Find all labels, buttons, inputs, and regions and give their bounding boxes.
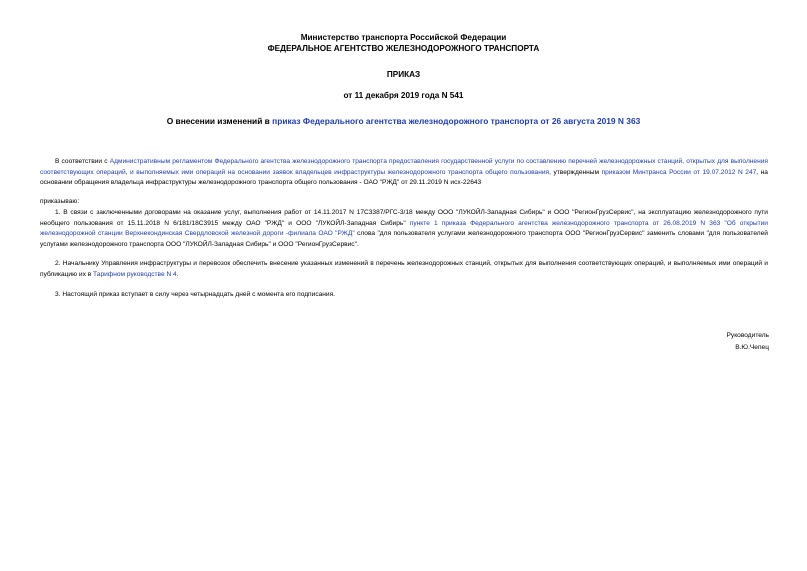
agency-heading: ФЕДЕРАЛЬНОЕ АГЕНТСТВО ЖЕЛЕЗНОДОРОЖНОГО ТРАНСПОРТА	[267, 44, 540, 53]
ministry-heading: Министерство транспорта Российской Федерации	[300, 33, 507, 42]
item-2-text-2: .	[176, 270, 179, 278]
signature-role: Руководитель	[726, 332, 769, 339]
item-2-paragraph	[40, 259, 768, 280]
tariff-guide-link[interactable]: Тарифном руководстве N 4	[93, 270, 177, 278]
document-title	[0, 116, 807, 126]
mintrans-order-link[interactable]: приказом Минтранса России от 19.07.2012 N 247	[601, 168, 757, 176]
date-number-heading: от 11 декабря 2019 года N 541	[343, 91, 464, 100]
item-1-text-1: 1. В связи с заключенными договорами на оказание услуг, выполнения работ от 14.11.2017 N 17С3387/РГС-3/18 между ООО "ЛУКОЙЛ-Западная Сибирь" и ООО "РегионГрузСервис", на эксплуатацию железнодорожного пути необщего пользования от 15.11.2018 N 6/181/18С3915 между ОАО "РЖД" и ООО "ЛУКОЙЛ-Западная Сибирь"	[40, 209, 768, 227]
signature-block	[727, 330, 769, 354]
doc-type-heading: ПРИКАЗ	[386, 70, 421, 79]
title-prefix: О внесении изменений в	[166, 116, 273, 126]
item-1-text-2: слова "для пользователя услугами железнодорожного транспорта ООО "РегионГрузСервис" заменить словами "для пользователей услугами железнодорожного транспорта ООО "ЛУКОЙЛ-Западная Сибирь" и ООО "РегионГрузСервис".	[40, 230, 768, 248]
order-363-clause-link[interactable]: пункте 1 приказа Федерального агентства железнодорожного транспорта от 26.08.2019 N 363 "Об открытии железнодорожной станции Верхнекондинская Свердловской железной дороги -филиала ОАО "РЖД"	[40, 219, 768, 238]
title-link[interactable]: приказ Федерального агентства железнодорожного транспорта от 26 августа 2019 N 363	[272, 116, 641, 126]
order-word: приказываю:	[40, 198, 80, 205]
preamble-text-2: , утвержденным	[549, 168, 602, 176]
preamble-paragraph	[40, 157, 768, 189]
item-3-paragraph: 3. Настоящий приказ вступает в силу через четырнадцать дней с момента его подписания.	[55, 291, 336, 298]
signature-name: В.Ю.Чепец	[735, 344, 769, 351]
preamble-text-1: В соответствии с	[55, 158, 110, 165]
preamble-text-3: , на основании обращения владельца инфраструктуры железнодорожного транспорта общего пользования - ОАО "РЖД" от 29.11.2019 N исх-22643	[40, 168, 768, 187]
item-2-text-1: 2. Начальнику Управления инфраструктуры и перевозок обеспечить внесение указанных изменений в перечень железнодорожных станций, открытых для выполнения соответствующих операций, и выполняемых ими операций и публикацию их в	[40, 260, 768, 278]
regulation-link[interactable]: Административным регламентом Федерального агентства железнодорожного транспорта предоставления государственной услуги по составлению перечней железнодорожных станций, открытых для выполнения соответствующих операций, и выполняемых ими операций на основании заявок владельцев инфраструктуры железнодорожного транспорта общего пользования	[40, 158, 768, 176]
item-1-paragraph	[40, 208, 768, 250]
